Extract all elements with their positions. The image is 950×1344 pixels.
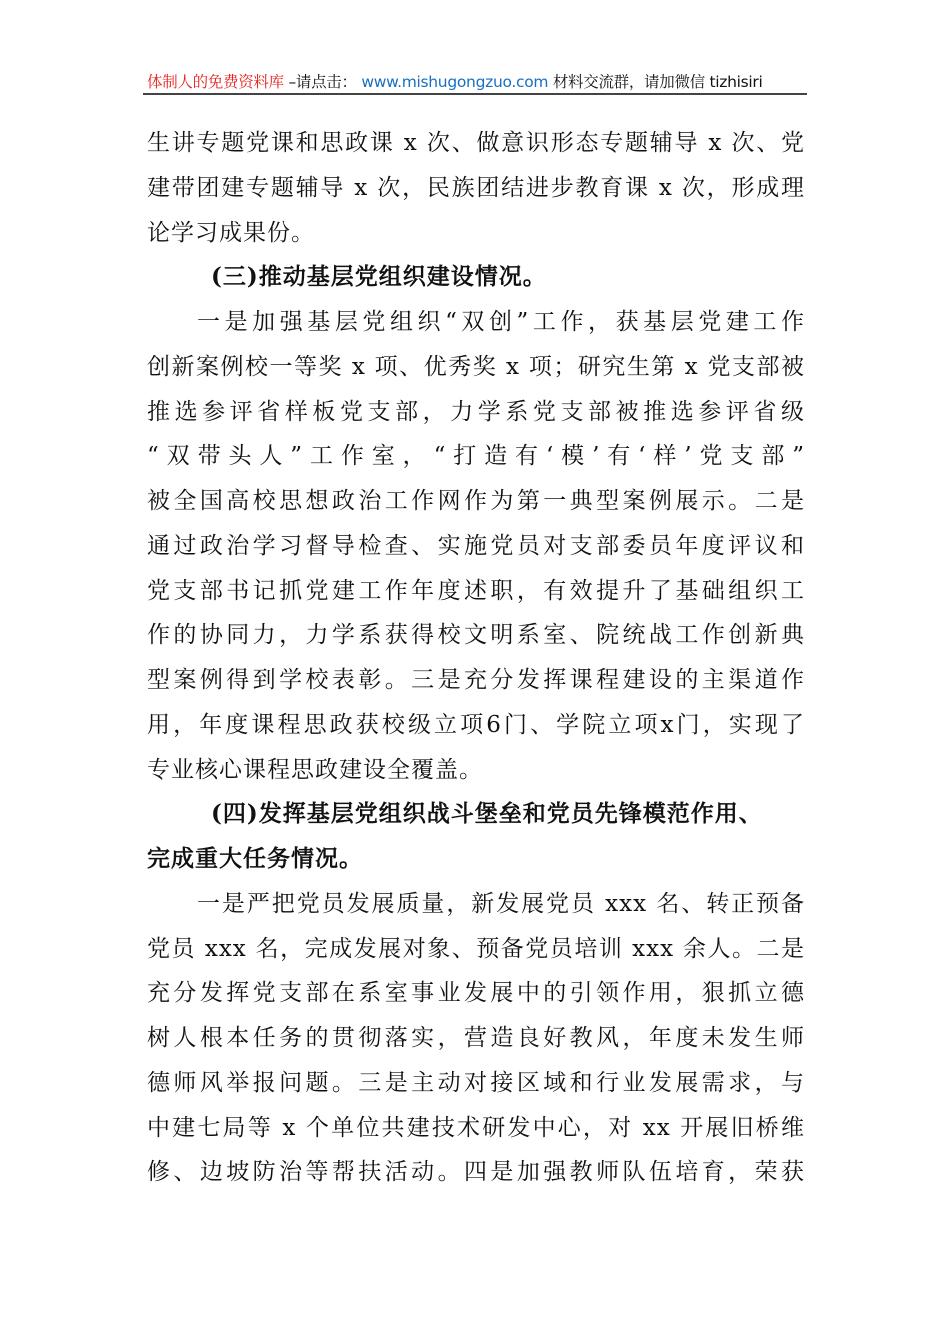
page-header — [147, 70, 807, 92]
text-line: 一是加强基层党组织“双创”工作，获基层党建工作 — [197, 309, 805, 335]
header-divider — [143, 93, 807, 95]
text-line: 型案例得到学校表彰。三是充分发挥课程建设的主渠道作 — [147, 667, 805, 693]
text-line: 通过政治学习督导检查、实施党员对支部委员年度评议和 — [147, 532, 805, 559]
text-line: “双带头人”工作室，“打造有‘模’有‘样’党支部” — [147, 443, 805, 470]
text-line: 专业核心课程思政建设全覆盖。 — [147, 756, 483, 783]
document-body — [147, 121, 805, 1195]
text-line: 中建七局等 x 个单位共建技术研发中心，对 xx 开展旧桥维 — [147, 1114, 805, 1141]
section-heading: (三)推动基层党组织建设情况。 — [211, 263, 547, 291]
text-line: 党支部书记抓党建工作年度述职，有效提升了基础组织工 — [147, 577, 805, 604]
text-line: 树人根本任务的贯彻落实，营造良好教风，年度未发生师 — [147, 1025, 805, 1051]
text-line: 被全国高校思想政治工作网作为第一典型案例展示。二是 — [147, 488, 805, 514]
text-line: 德师风举报问题。三是主动对接区域和行业发展需求，与 — [147, 1069, 805, 1096]
text-line: 修、边坡防治等帮扶活动。四是加强教师队伍培育，荣获 — [147, 1159, 805, 1186]
text-line: 建带团建专题辅导 x 次，民族团结进步教育课 x 次，形成理 — [147, 174, 805, 201]
section-heading: (四)发挥基层党组织战斗堡垒和党员先锋模范作用、 — [211, 800, 763, 828]
text-line: 用，年度课程思政获校级立项6门、学院立项x门，实现了 — [147, 711, 805, 738]
text-line: 创新案例校一等奖 x 项、优秀奖 x 项；研究生第 x 党支部被 — [147, 353, 805, 380]
site-link[interactable]: www.mishugongzuo.com — [361, 73, 549, 91]
text-line: 推选参评省样板党支部，力学系党支部被推选参评省级 — [147, 398, 805, 425]
header-prompt: –请点击： — [288, 73, 357, 91]
site-name: 体制人的免费资料库 — [147, 73, 284, 91]
text-line: 论学习成果份。 — [147, 219, 315, 246]
text-line: 生讲专题党课和思政课 x 次、做意识形态专题辅导 x 次、党 — [147, 130, 805, 156]
section-heading-cont: 完成重大任务情况。 — [147, 845, 363, 872]
text-line: 党员 xxx 名，完成发展对象、预备党员培训 xxx 余人。二是 — [147, 935, 805, 962]
header-contact: 材料交流群，请加微信 tizhisiri — [552, 73, 763, 91]
text-line: 充分发挥党支部在系室事业发展中的引领作用，狠抓立德 — [147, 980, 805, 1007]
text-line: 作的协同力，力学系获得校文明系室、院统战工作创新典 — [147, 622, 805, 649]
text-line: 一是严把党员发展质量，新发展党员 xxx 名、转正预备 — [197, 890, 805, 917]
